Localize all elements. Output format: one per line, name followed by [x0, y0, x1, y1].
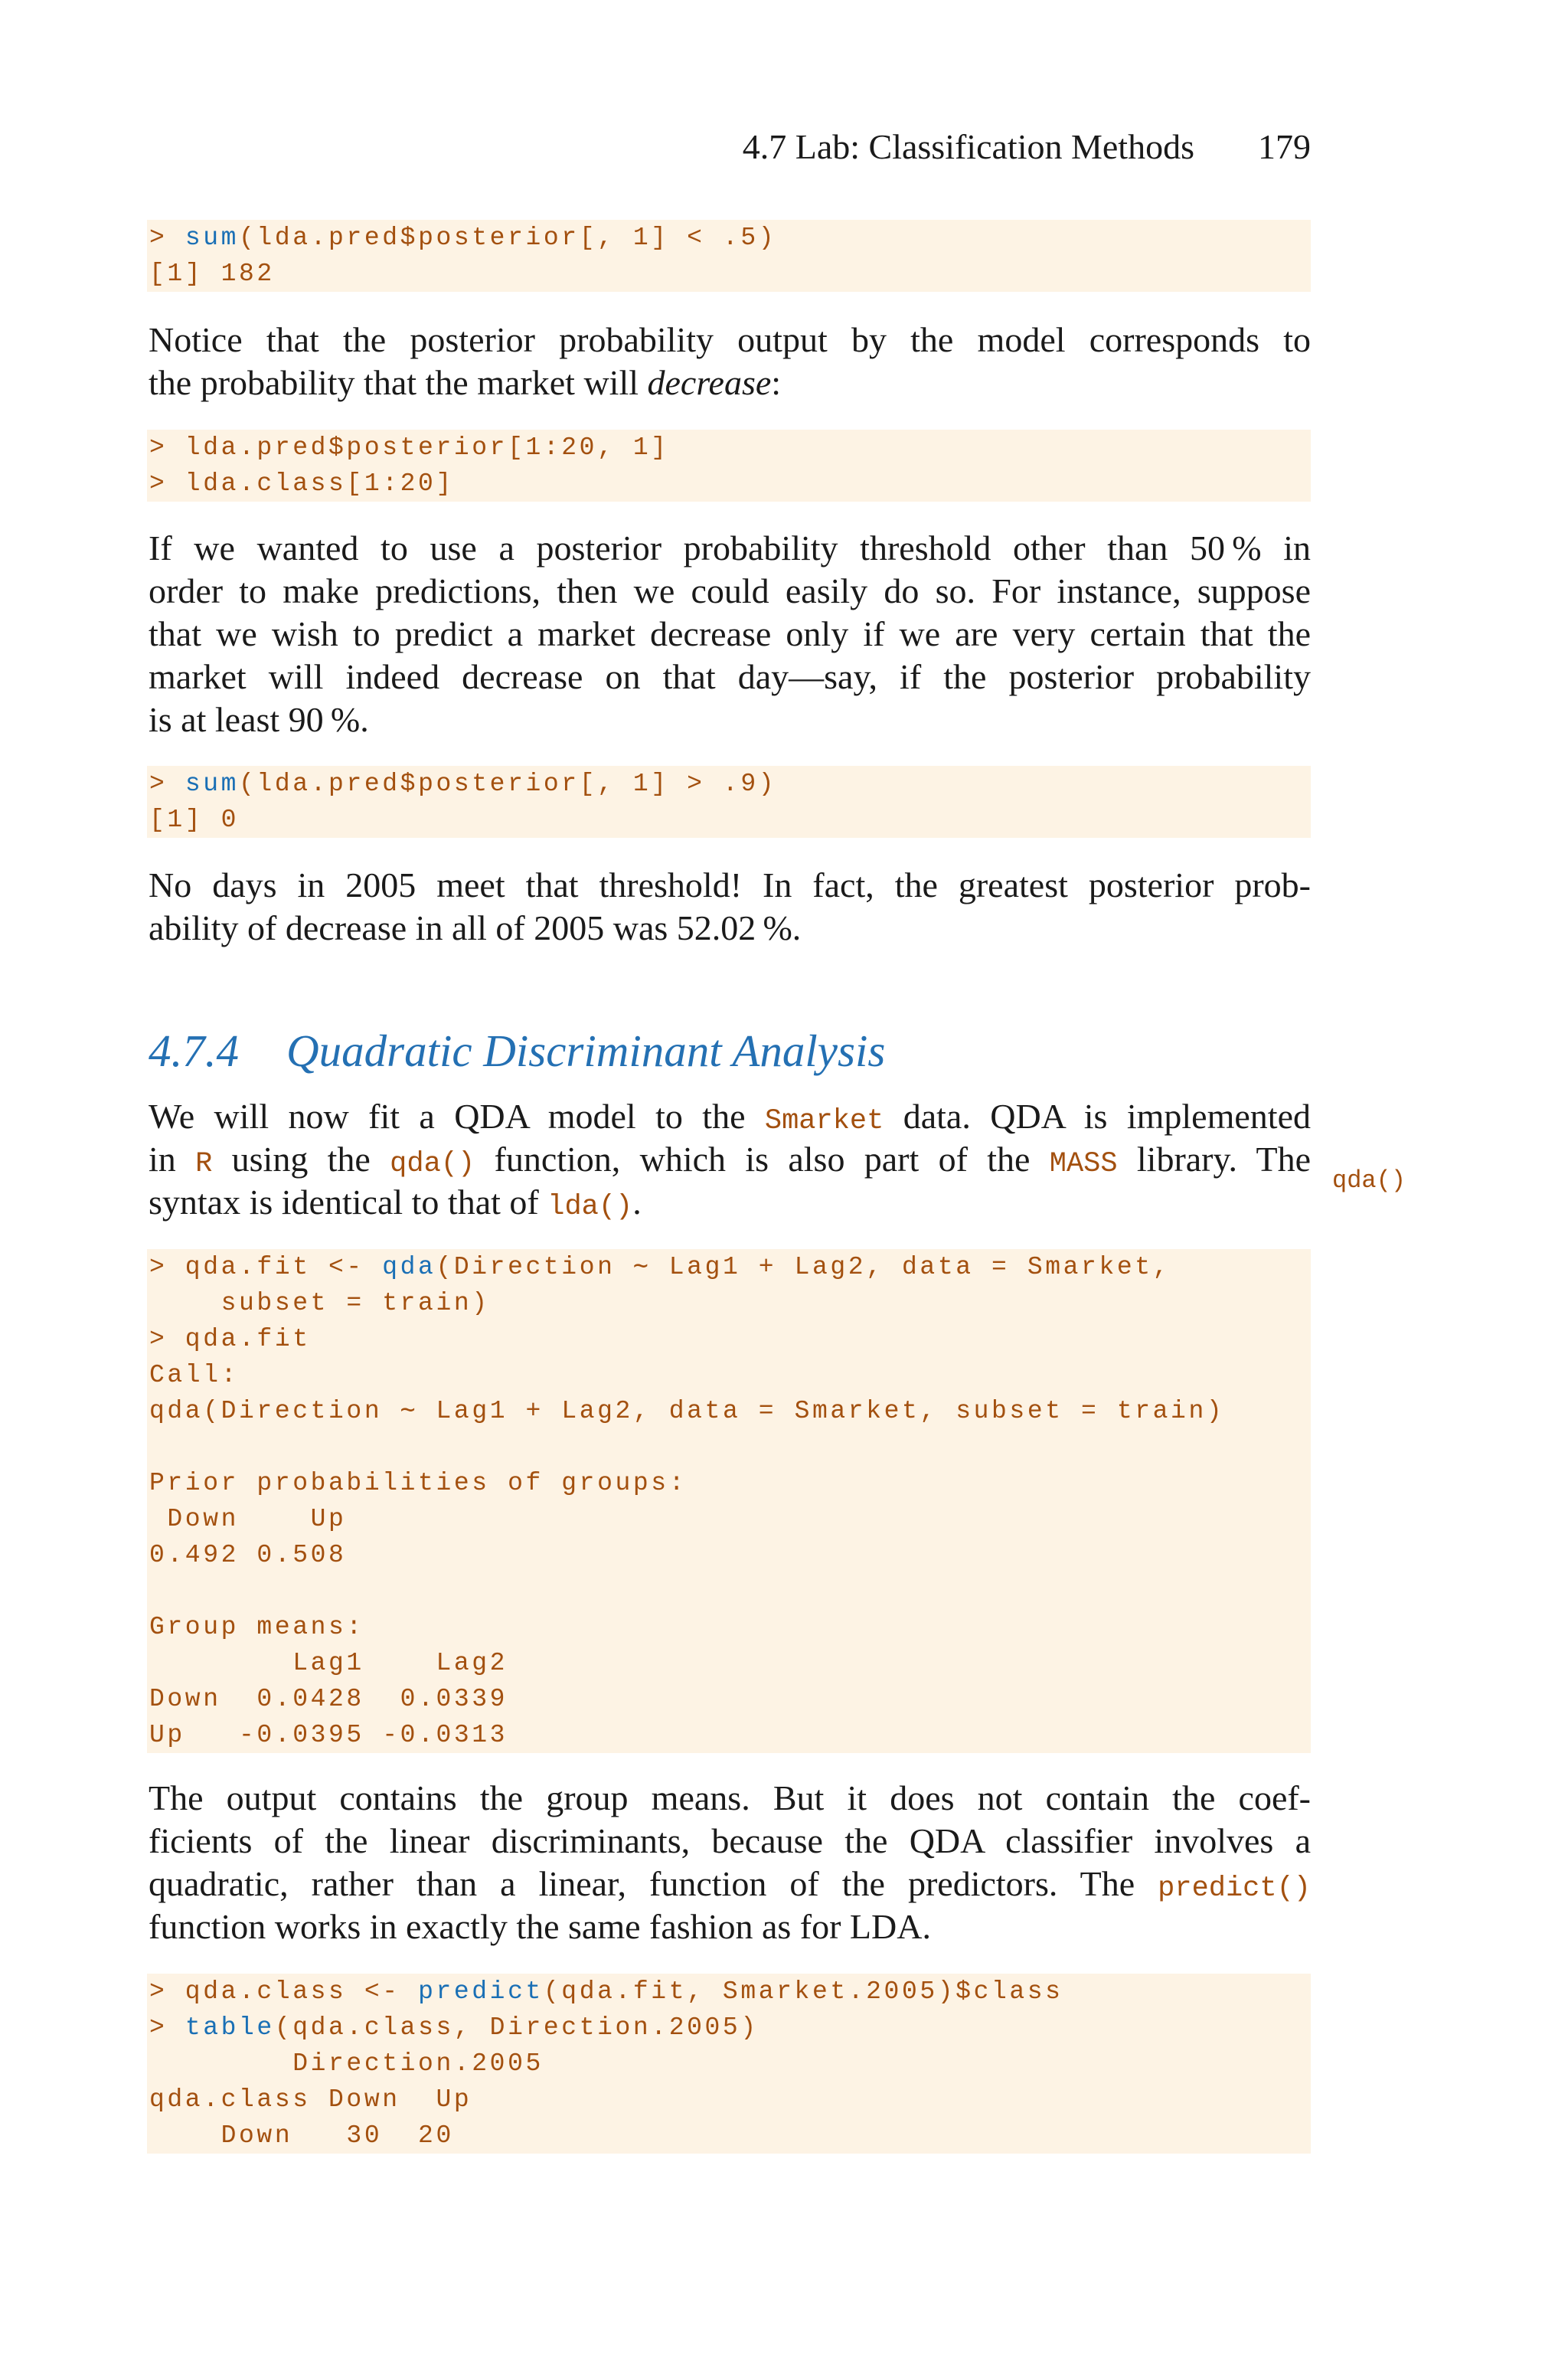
- code-block: [147, 1249, 1311, 1753]
- code-line: > qda.fit: [149, 1325, 311, 1353]
- text-run: using the: [212, 1140, 390, 1179]
- code-line: [147, 1249, 1311, 1285]
- code-output-line: qda.class Down Up: [149, 2085, 472, 2114]
- code-block: [147, 1974, 1311, 2154]
- code-text: (lda.pred$posterior[, 1] > .9): [239, 770, 777, 798]
- paragraph-line: ficients of the linear discriminants, because the QDA classifier involves a: [149, 1821, 1311, 1860]
- text-run: library. The: [1117, 1140, 1312, 1179]
- text-run: syntax is identical to that of: [149, 1182, 548, 1222]
- code-prompt: >: [149, 224, 185, 252]
- paragraph-line: The output contains the group means. But it does not contain the coef-: [149, 1778, 1311, 1817]
- text-run: function, which is also part of the: [475, 1140, 1050, 1179]
- text-run: We will now fit a QDA model to the: [149, 1097, 765, 1136]
- code-text: > qda.fit <-: [149, 1253, 383, 1281]
- paragraph-line: function works in exactly the same fashion as for LDA.: [149, 1907, 931, 1946]
- code-block: [147, 766, 1311, 838]
- code-block: [147, 220, 1311, 292]
- code-text: (Direction ∼ Lag1 + Lag2, data = Smarket,: [436, 1253, 1171, 1281]
- code-line: [147, 766, 1311, 802]
- code-text: > qda.class <-: [149, 1977, 419, 2006]
- paragraph-line: is at least 90 %.: [149, 700, 369, 739]
- code-line: subset = train): [149, 1289, 490, 1317]
- code-prompt: >: [149, 770, 185, 798]
- code-function: table: [185, 2013, 275, 2042]
- text-run: :: [771, 363, 782, 402]
- code-line: > lda.class[1:20]: [149, 469, 454, 498]
- code-function: sum: [185, 770, 240, 798]
- code-output-line: Up -0.0395 -0.0313: [149, 1721, 508, 1749]
- code-line: [147, 220, 1311, 256]
- paragraph-line: Notice that the posterior probability output by the model corresponds to: [149, 320, 1311, 359]
- inline-code: Smarket: [764, 1105, 884, 1137]
- text-run: quadratic, rather than a linear, function of the predictors. The: [149, 1864, 1158, 1903]
- code-output-line: Direction.2005: [149, 2049, 544, 2078]
- code-text: (qda.fit, Smarket.2005)$class: [543, 1977, 1063, 2006]
- code-block: [147, 430, 1311, 502]
- text-run: data. QDA is implemented: [884, 1097, 1311, 1136]
- code-output-line: Down 0.0428 0.0339: [149, 1685, 508, 1713]
- paragraph-line: [149, 1095, 1311, 1138]
- code-output-line: [1] 0: [149, 806, 240, 834]
- code-text: (qda.class, Direction.2005): [274, 2013, 759, 2042]
- code-output-line: 0.492 0.508: [149, 1541, 347, 1569]
- page-number: 179: [1258, 127, 1311, 166]
- paragraph-line: [149, 1138, 1311, 1181]
- paragraph-line: [149, 361, 1311, 404]
- paragraph-line: [149, 1181, 1311, 1224]
- text-run: .: [632, 1182, 642, 1222]
- code-output-line: Down Up: [149, 1505, 347, 1533]
- paragraph-line: market will indeed decrease on that day—say, if the posterior probability: [149, 657, 1311, 696]
- inline-code: predict(): [1158, 1873, 1311, 1905]
- code-line: [147, 1974, 1311, 2010]
- code-output-line: Call:: [149, 1361, 240, 1389]
- running-title: 4.7 Lab: Classification Methods: [742, 127, 1194, 166]
- code-function: sum: [185, 224, 240, 252]
- code-output-line: [1] 182: [149, 260, 275, 288]
- paragraph-line: that we wish to predict a market decrease only if we are very certain that the: [149, 614, 1311, 653]
- code-prompt: >: [149, 2013, 185, 2042]
- inline-code: lda(): [547, 1191, 633, 1223]
- code-function: qda: [382, 1253, 436, 1281]
- code-output-line: Prior probabilities of groups:: [149, 1469, 688, 1497]
- code-output-line: Lag1 Lag2: [149, 1649, 508, 1677]
- paragraph-line: If we wanted to use a posterior probability threshold other than 50 % in: [149, 528, 1311, 568]
- paragraph-line: [149, 1863, 1311, 1905]
- emphasis-text: decrease: [647, 363, 772, 402]
- inline-code: qda(): [390, 1148, 475, 1180]
- inline-code: MASS: [1049, 1148, 1118, 1180]
- code-line: > lda.pred$posterior[1:20, 1]: [149, 433, 669, 462]
- inline-code: R: [195, 1148, 213, 1180]
- code-blank-line: [147, 1429, 1311, 1465]
- text-run: the probability that the market will: [149, 363, 648, 402]
- code-output-line: Down 30 20: [149, 2121, 454, 2150]
- code-output-line: qda(Direction ∼ Lag1 + Lag2, data = Smarket, subset = train): [149, 1397, 1225, 1425]
- margin-note: qda(): [1332, 1166, 1406, 1195]
- code-blank-line: [147, 1573, 1311, 1609]
- paragraph-line: No days in 2005 meet that threshold! In fact, the greatest posterior prob-: [149, 865, 1311, 904]
- code-function: predict: [418, 1977, 544, 2006]
- code-output-line: Group means:: [149, 1613, 364, 1641]
- code-text: (lda.pred$posterior[, 1] < .5): [239, 224, 777, 252]
- section-number: 4.7.4: [149, 1025, 239, 1076]
- paragraph-line: order to make predictions, then we could easily do so. For instance, suppose: [149, 571, 1311, 610]
- code-line: [147, 2010, 1311, 2046]
- section-title: Quadratic Discriminant Analysis: [286, 1025, 886, 1076]
- text-run: in: [149, 1140, 196, 1179]
- paragraph-line: ability of decrease in all of 2005 was 52.02 %.: [149, 908, 802, 947]
